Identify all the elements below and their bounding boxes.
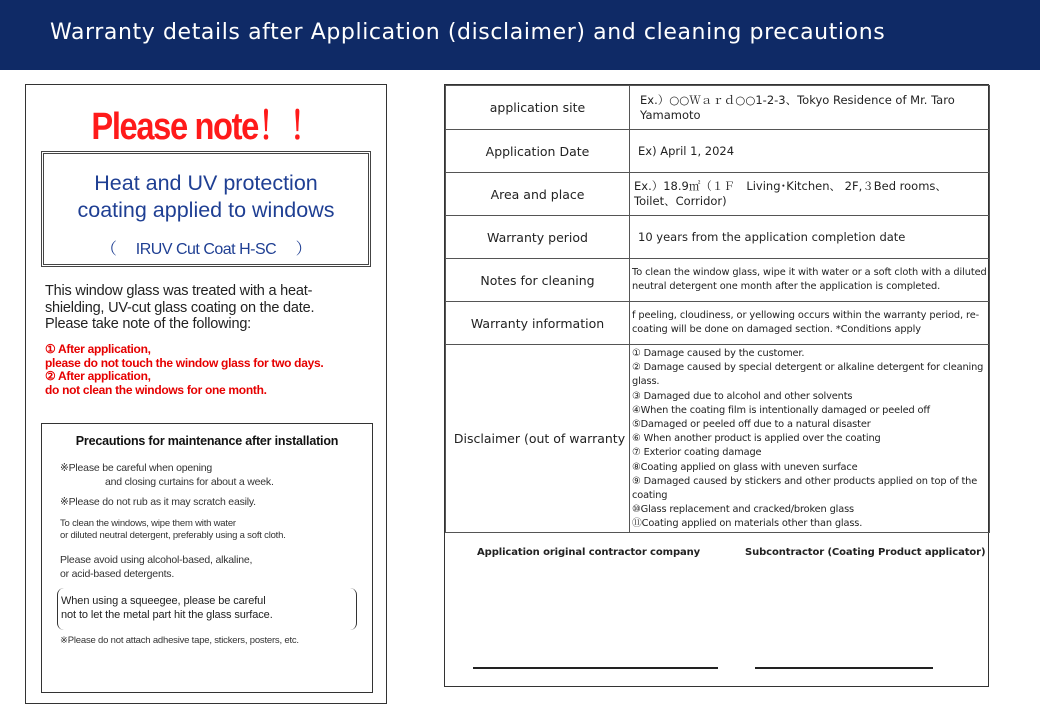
table-row xyxy=(446,86,990,130)
contractor-label: Application original contractor company xyxy=(477,547,701,558)
coating-title-line-1: Heat and UV protection xyxy=(94,171,318,195)
subcontractor-label: Subcontractor (Coating Product applicator) xyxy=(745,547,986,558)
intro-line: This window glass was treated with a heat- xyxy=(45,283,313,299)
coating-info-box xyxy=(41,151,371,267)
warranty-table xyxy=(445,85,990,533)
maintenance-line: or acid-based detergents. xyxy=(60,568,175,580)
warranty-form xyxy=(444,84,989,687)
row-value: To clean the window glass, wipe it with water or a soft cloth with a diluted neutral detergent one month after the application is completed. xyxy=(630,259,990,302)
table-row xyxy=(446,216,990,259)
subcontractor-signature-line xyxy=(755,667,933,669)
application-warnings xyxy=(45,343,380,397)
squeegee-note xyxy=(57,588,357,630)
coating-title xyxy=(44,170,368,224)
row-label: Application Date xyxy=(446,130,630,173)
row-label: Area and place xyxy=(446,173,630,216)
disclaimer-item: ⑧Coating applied on glass with uneven surface xyxy=(632,461,858,473)
maintenance-line: To clean the windows, wipe them with water xyxy=(60,518,236,529)
disclaimer-item: ⑩Glass replacement and cracked/broken glass xyxy=(632,504,854,516)
disclaimer-item: ⑥ When another product is applied over the coating xyxy=(632,433,881,445)
warning-line: ① After application, xyxy=(45,342,151,356)
maintenance-line: Please avoid using alcohol-based, alkaline, xyxy=(60,554,253,566)
row-value: Ex) April 1, 2024 xyxy=(630,130,990,173)
disclaimer-item: ③ Damaged due to alcohol and other solvents xyxy=(632,390,853,402)
row-value-text: Ex.）○○Ｗａｒｄ○○1-2-3、Tokyo Residence of Mr. Taro Yamamoto xyxy=(640,92,955,122)
warning-line: ② After application, xyxy=(45,369,151,383)
disclaimer-item: ④When the coating film is intentionally damaged or peeled off xyxy=(632,404,930,416)
contractor-signature-line xyxy=(473,667,718,669)
disclaimer-item: ① Damage caused by the customer. xyxy=(632,348,805,359)
maintenance-line: ※Please do not rub as it may scratch easily. xyxy=(60,496,256,508)
warning-line: do not clean the windows for one month. xyxy=(45,382,267,397)
row-label: Warranty information xyxy=(446,302,630,345)
maintenance-title: Precautions for maintenance after installation xyxy=(75,434,339,448)
maintenance-box xyxy=(41,423,373,693)
row-value-text: Ex.）18.9㎡（１Ｆ Living･Kitchen、 2F,３Bed rooms、 Toilet、Corridor) xyxy=(634,179,947,208)
page-title: Warranty details after Application (disclaimer) and cleaning precautions xyxy=(50,20,886,45)
coating-title-line-2: coating applied to windows xyxy=(77,198,335,222)
disclaimer-item: ⑦ Exterior coating damage xyxy=(632,447,762,459)
row-value: 10 years from the application completion date xyxy=(630,216,990,259)
squeegee-line: not to let the metal part hit the glass surface. xyxy=(61,609,273,621)
maintenance-line: ※Please be careful when opening xyxy=(60,462,213,474)
warning-line: please do not touch the window glass for two days. xyxy=(45,355,324,370)
table-row xyxy=(446,173,990,216)
notice-heading: Please note！！ xyxy=(91,106,321,148)
squeegee-note-text xyxy=(61,594,273,622)
disclaimer-item: ⑤Damaged or peeled off due to a natural disaster xyxy=(632,419,871,431)
coating-product-name: （ IRUV Cut Coat H-SC ） xyxy=(100,241,312,258)
title-banner xyxy=(0,0,1040,70)
row-label: Warranty period xyxy=(446,216,630,259)
notice-card xyxy=(25,84,387,704)
row-value: f peeling, cloudiness, or yellowing occurs within the warranty period, re-coating will be done on damaged section. *Conditions apply xyxy=(630,302,990,345)
table-row xyxy=(446,130,990,173)
table-row xyxy=(446,302,990,345)
disclaimer-item: ② Damage caused by special detergent or alkaline detergent for cleaning glass. xyxy=(632,362,984,388)
disclaimer-label: Disclaimer (out of warranty xyxy=(446,345,630,533)
row-value xyxy=(630,86,990,130)
disclaimer-item: ⑪Coating applied on materials other than glass. xyxy=(632,518,863,530)
disclaimer-item: ⑨ Damaged caused by stickers and other products applied on top of the coating xyxy=(632,475,978,502)
signature-area xyxy=(445,530,990,688)
row-label: application site xyxy=(446,86,630,130)
maintenance-line: and closing curtains for about a week. xyxy=(105,476,274,488)
table-row xyxy=(446,259,990,302)
table-row xyxy=(446,345,990,533)
row-label: Notes for cleaning xyxy=(446,259,630,302)
disclaimer-list xyxy=(630,345,990,533)
intro-line: shielding, UV-cut glass coating on the date. xyxy=(45,299,315,316)
squeegee-line: When using a squeegee, please be careful xyxy=(61,595,266,607)
intro-line: Please take note of the following: xyxy=(45,316,252,332)
maintenance-line: ※Please do not attach adhesive tape, stickers, posters, etc. xyxy=(60,635,299,646)
intro-text xyxy=(45,283,375,333)
maintenance-line: or diluted neutral detergent, preferably using a soft cloth. xyxy=(60,530,286,541)
row-value xyxy=(630,173,990,216)
